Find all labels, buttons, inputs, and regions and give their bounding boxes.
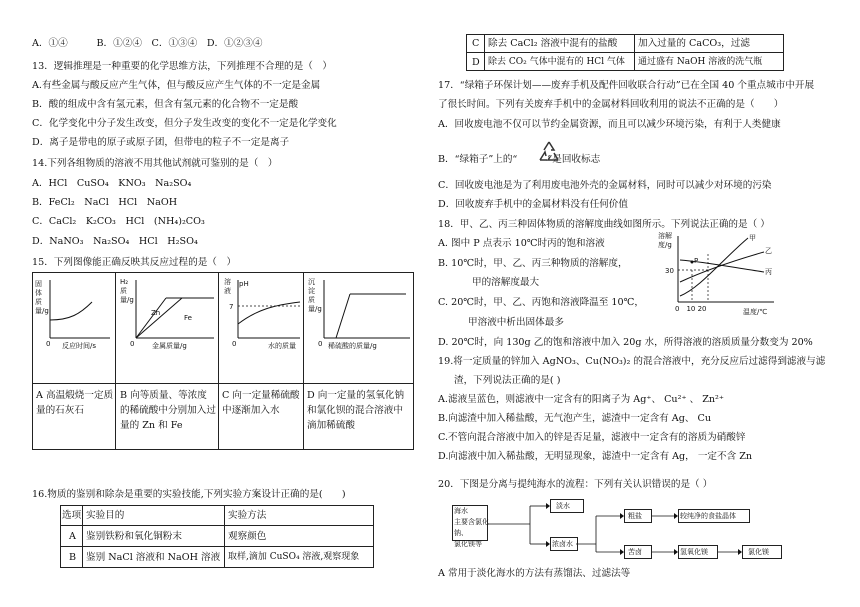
q16-row-b-method: 取样,滴加 CuSO₄ 溶液,观察现象 [228, 552, 360, 562]
solubility-graph-y30: 30 [665, 267, 674, 275]
q20-option-a: A 常用于淡化海水的方法有蒸馏法、过滤法等 [438, 568, 631, 579]
q18-option-d: D. 20℃时，向 130g 乙的饱和溶液中加入 20g 水，所得溶液的溶质质量分数变为 20% [438, 337, 813, 348]
solubility-graph-xlabel: 温度/℃ [743, 308, 768, 316]
q18-stem: 18．甲、乙、丙三种固体物质的溶解度曲线如图所示。下列说法正确的是（ ） [438, 219, 770, 230]
q15-graph-a-xlabel: 反应时间/s [62, 342, 97, 350]
solubility-graph-jia-label: 甲 [749, 234, 756, 242]
solubility-graph-p-label: P [694, 257, 699, 265]
q16-row-b-purpose: 鉴别 NaCl 溶液和 NaOH 溶液 [86, 552, 221, 563]
solubility-graph-xticks: 0 10 20 [675, 305, 707, 313]
q18-option-c-line1: C. 20℃时，甲、乙、丙饱和溶液降温至 10℃， [438, 297, 644, 308]
q16-row-c-option: C [472, 38, 480, 49]
q15-graph-c-xlabel: 水的质量 [268, 342, 296, 350]
q16-row-d-option: D [472, 57, 480, 68]
q12-options: A．①④ B．①②④ C．①③④ D．①②③④ [32, 38, 263, 49]
q15-graph-c-origin: 0 [232, 340, 237, 348]
q15-table-divider [32, 383, 414, 384]
q16-row-a-purpose: 鉴别铁粉和氧化铜粉末 [86, 531, 182, 542]
q20-stem: 20．下图是分离与提纯海水的流程：下列有关认识错误的是（ ） [438, 479, 713, 490]
q15-graph-c-ph-label: pH [239, 280, 249, 288]
q18-option-c-line2: 甲溶液中析出固体最多 [468, 317, 564, 328]
q19-option-d: D.向滤液中加入稀盐酸，无明显现象，滤渣中一定含有 Ag， 一定不含 Zn [438, 451, 753, 462]
q16-row-c-purpose: 除去 CaCl₂ 溶液中混有的盐酸 [488, 38, 618, 49]
solubility-graph-bing-label: 丙 [765, 268, 772, 276]
q13-option-c: C．化学变化中分子发生改变，但分子发生改变的变化不一定是化学变化 [32, 118, 337, 129]
q17-stem-line1: 17．“绿箱子环保计划——废弃手机及配件回收联合行动”已在全国 40 个重点城市中开展 [438, 80, 815, 91]
q18-option-b-line1: B. 10℃时，甲、乙、丙三种物质的溶解度， [438, 258, 628, 269]
q17-option-c: C．回收废电池是为了利用废电池外壳的金属材料，同时可以减少对环境的污染 [438, 180, 772, 191]
q17-option-b [438, 153, 600, 166]
q13-option-b: B．酸的组成中含有氢元素，但含有氢元素的化合物不一定是酸 [32, 99, 299, 110]
q16-stem: 16.物质的鉴别和除杂是重要的实验技能,下列实验方案设计正确的是( ) [32, 489, 346, 500]
q16-row-a-option: A [69, 531, 76, 542]
q16-header-option: 选项 [62, 510, 82, 521]
q13-option-a: A.有些金属与酸反应产生气体，但与酸反应产生气体的不一定是金属 [32, 80, 321, 91]
q15-graph-b-ylabel: H₂质量/g [120, 278, 134, 304]
q15-option-d: D 向一定量的氢氧化钠和氯化钡的混合溶液中滴加稀硫酸 [307, 390, 405, 431]
q19-stem-line2: 渣，下列说法正确的是( ) [454, 375, 561, 386]
q17-stem-line2: 了很长时间。下列有关废弃手机中的金属材料回收利用的说法不正确的是（ ） [438, 99, 784, 110]
q15-graph-d-xlabel: 稀硫酸的质量/g [328, 342, 377, 350]
q15-graph-d-origin: 0 [318, 340, 323, 348]
q15-option-a: A 高温煅烧一定质量的石灰石 [36, 390, 114, 416]
flow-seawater-label: 海水 主要含氯化钠、 氯化镁等 [454, 507, 489, 548]
q17-option-b-suffix: ”是回收标志 [547, 154, 601, 165]
q15-option-b: B 向等质量、等浓度的稀硫酸中分别加入过量的 Zn 和 Fe [120, 390, 216, 431]
flow-pure-salt: 较纯净的食盐晶体 [680, 512, 736, 520]
q15-option-c: C 向一定量稀硫酸中逐渐加入水 [222, 390, 300, 416]
q17-option-d: D．回收废弃手机中的金属材料没有任何价值 [438, 199, 628, 210]
q15-graph-b-xlabel: 金属质量/g [152, 342, 187, 350]
q15-stem: 15．下列图像能正确反映其反应过程的是（ ） [32, 257, 237, 268]
q16-row-a-method: 观察颜色 [228, 531, 267, 542]
q17-option-a: A．回收废电池不仅可以节约金属资源，而且可以减少环境污染，有利于人类健康 [438, 119, 781, 130]
recycle-icon [536, 140, 562, 164]
q19-option-b: B.向滤渣中加入稀盐酸，无气泡产生，滤渣中一定含有 Ag、 Cu [438, 413, 712, 424]
q14-option-b: B．FeCl₂ NaCl HCl NaOH [32, 197, 178, 208]
q13-stem: 13．逻辑推理是一种重要的化学思维方法，下列推理不合理的是（ ） [32, 61, 333, 72]
flow-mg-hydroxide: 氢氧化镁 [680, 548, 708, 556]
q15-graph-c-ylabel: 溶液 [224, 278, 231, 295]
flow-crude-salt: 粗盐 [628, 512, 642, 520]
q19-option-a: A.滤液呈蓝色，则滤液中一定含有的阳离子为 Ag⁺、 Cu²⁺ 、 Zn²⁺ [438, 394, 724, 405]
q18-option-b-line2: 甲的溶解度最大 [472, 277, 540, 288]
q19-option-c: C.不管向混合溶液中加入的锌是否足量，滤液中一定含有的溶质为硝酸锌 [438, 432, 746, 443]
q15-graph-a [36, 276, 114, 380]
q16-header-method: 实验方法 [228, 510, 267, 521]
q15-graph-a-origin: 0 [46, 340, 51, 348]
q16-row-b-option: B [69, 552, 77, 563]
q14-option-a: A．HCl CuSO₄ KNO₃ Na₂SO₄ [32, 178, 192, 189]
q15-graph-d-ylabel: 沉淀质量/g [308, 278, 322, 313]
q18-option-a: A. 图中 P 点表示 10℃时丙的饱和溶液 [438, 238, 605, 249]
q13-option-d: D．离子是带电的原子或原子团，但带电的粒子不一定是离子 [32, 137, 290, 148]
q15-graph-c [222, 276, 302, 380]
q14-option-c: C．CaCl₂ K₂CO₃ HCl (NH₄)₂CO₃ [32, 216, 205, 227]
solubility-graph-yi-label: 乙 [765, 247, 772, 255]
solubility-graph-ylabel: 溶解度/g [658, 232, 672, 249]
q15-graph-b [120, 276, 216, 380]
q15-graph-c-seven: 7 [229, 303, 234, 311]
q16-row-c-method: 加入过量的 CaCO₃，过滤 [638, 38, 750, 49]
q15-graph-b-zn-label: Zn [151, 309, 161, 317]
q14-option-d: D．NaNO₃ Na₂SO₄ HCl H₂SO₄ [32, 236, 198, 247]
q15-graph-b-origin: 0 [130, 340, 135, 348]
q15-graph-d [306, 276, 412, 380]
flow-mg-chloride: 氯化镁 [748, 548, 769, 556]
q19-stem-line1: 19.将一定质量的锌加入 AgNO₃、Cu(NO₃)₂ 的混合溶液中，充分反应后过滤得到滤液与滤 [438, 356, 826, 367]
flow-fresh-water: 淡水 [556, 502, 570, 510]
q16-row-d-purpose: 除去 CO₂ 气体中混有的 HCl 气体 [488, 57, 625, 67]
flow-brine: 浓卤水 [552, 540, 573, 548]
q16-row-d-method: 通过盛有 NaOH 溶液的洗气瓶 [638, 57, 763, 67]
q14-stem: 14.下列各组物质的溶液不用其他试剂就可鉴别的是（ ） [32, 158, 278, 169]
q15-graph-a-ylabel: 固体质量/g [35, 280, 49, 315]
q17-option-b-prefix: B．“绿箱子”上的“ [438, 154, 518, 165]
q16-header-purpose: 实验目的 [86, 510, 125, 521]
flow-bittern: 苦卤 [628, 548, 642, 556]
q15-graph-b-fe-label: Fe [184, 314, 192, 322]
